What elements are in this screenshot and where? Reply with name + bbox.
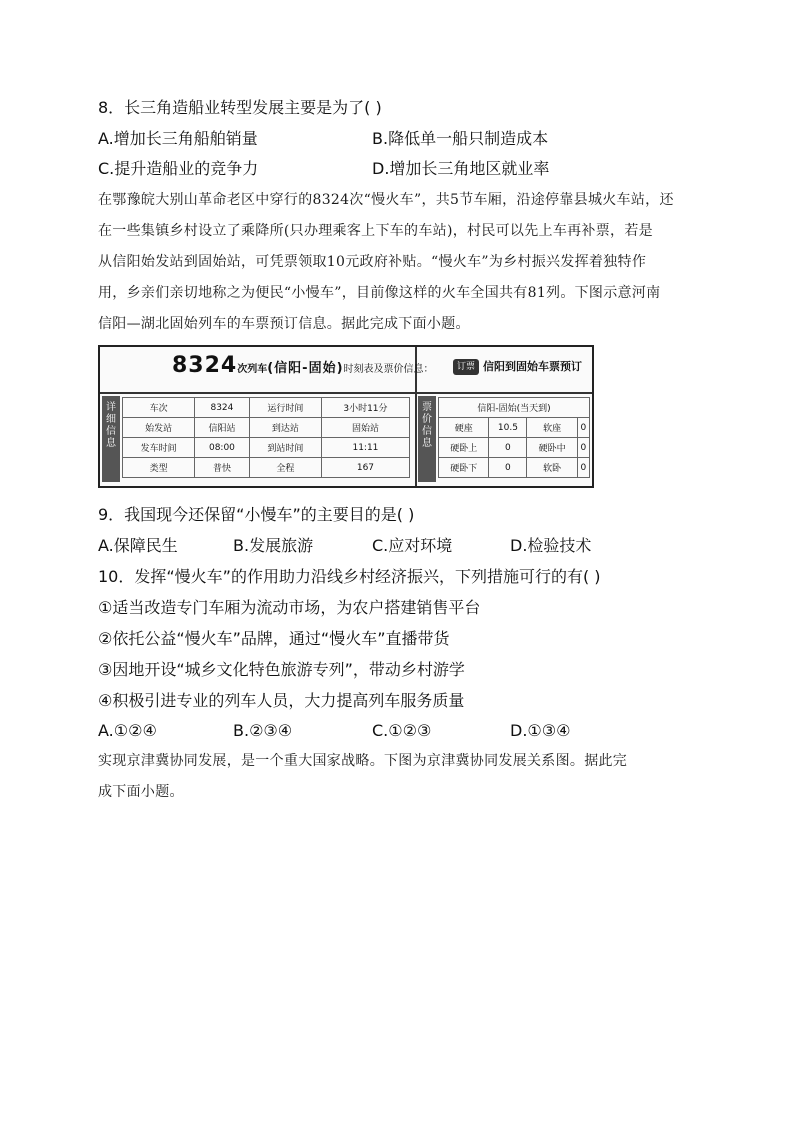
passage-line: 从信阳始发站到固始站，可凭票领取10元政府补贴。“慢火车”为乡村振兴发挥着独特作: [98, 254, 647, 270]
q10-option-a: A.①②④: [98, 721, 157, 740]
q10-option-c: C.①②③: [372, 721, 432, 740]
passage-line: 信阳—湖北固始列车的车票预订信息。据此完成下面小题。: [98, 316, 470, 332]
table-cell: 08:00: [195, 438, 250, 458]
passage-line: 在一些集镇乡村设立了乘降所(只办理乘客上下车的车站)，村民可以先上车再补票，若是: [98, 223, 653, 239]
q8-option-b: B.降低单一船只制造成本: [372, 129, 549, 148]
table-cell: 3小时11分: [321, 398, 409, 418]
q8-option-c: C.提升造船业的竞争力: [98, 159, 259, 178]
train-info-table: [122, 397, 410, 478]
table-cell: 软座: [527, 418, 577, 438]
table-row: [439, 398, 590, 418]
booking-title: 信阳到固始车票预订: [483, 360, 582, 373]
table-row: [123, 438, 410, 458]
table-cell: 到站时间: [249, 438, 321, 458]
q8-stem: 8．长三角造船业转型发展主要是为了( ): [98, 98, 382, 117]
q10-item-1: ①适当改造专门车厢为流动市场，为农户搭建销售平台: [98, 598, 481, 617]
q10-stem: 10．发挥“慢火车”的作用助力沿线乡村经济振兴，下列措施可行的有( ): [98, 567, 601, 586]
table-cell: 硬卧中: [527, 438, 577, 458]
table-cell: 硬卧上: [439, 438, 489, 458]
table-cell: 发车时间: [123, 438, 195, 458]
q10-item-3: ③因地开设“城乡文化特色旅游专列”，带动乡村游学: [98, 660, 465, 679]
passage-line: 用，乡亲们亲切地称之为便民“小慢车”，目前像这样的火车全国共有81列。下图示意河南: [98, 285, 661, 301]
table-cell: 软卧: [527, 458, 577, 478]
table-cell: 类型: [123, 458, 195, 478]
booking-badge: 订票: [453, 359, 479, 375]
fare-side-label: 票价信息: [418, 396, 436, 482]
train-heading: [172, 353, 434, 378]
q9-option-d: D.检验技术: [510, 536, 592, 555]
ticket-info-figure: [98, 345, 594, 488]
q9-option-b: B.发展旅游: [233, 536, 314, 555]
fare-header: 信阳-固始(当天到): [439, 398, 590, 418]
passage-line: 在鄂豫皖大别山革命老区中穿行的8324次“慢火车”，共5节车厢，沿途停靠县城火车站，还: [98, 192, 674, 208]
table-cell: 10.5: [489, 418, 527, 438]
passage-slow-train: [98, 185, 698, 340]
table-cell: 到达站: [249, 418, 321, 438]
table-cell: 硬座: [439, 418, 489, 438]
table-cell: 8324: [195, 398, 250, 418]
q10-option-d: D.①③④: [510, 721, 571, 740]
table-cell: 信阳站: [195, 418, 250, 438]
table-cell: 固始站: [321, 418, 409, 438]
q10-item-2: ②依托公益“慢火车”品牌，通过“慢火车”直播带货: [98, 629, 450, 648]
q9-option-c: C.应对环境: [372, 536, 453, 555]
q9-stem: 9．我国现今还保留“小慢车”的主要目的是( ): [98, 505, 415, 524]
q8-option-a: A.增加长三角船舶销量: [98, 129, 258, 148]
train-route: (信阳-固始): [267, 361, 344, 376]
passage-jingjinji: [98, 746, 698, 808]
table-row: [439, 458, 590, 478]
table-row: [123, 458, 410, 478]
fare-table: [438, 397, 590, 478]
table-row: [123, 418, 410, 438]
q10-item-4: ④积极引进专业的列车人员，大力提高列车服务质量: [98, 691, 465, 710]
table-cell: 167: [321, 458, 409, 478]
train-number: 8324: [172, 353, 238, 378]
table-cell: 硬卧下: [439, 458, 489, 478]
table-cell: 0: [489, 458, 527, 478]
q10-option-b: B.②③④: [233, 721, 293, 740]
train-suffix: 次列车: [237, 364, 268, 375]
table-cell: 0: [577, 418, 589, 438]
table-cell: 车次: [123, 398, 195, 418]
table-row: [439, 438, 590, 458]
table-cell: 0: [577, 438, 589, 458]
train-subtitle: 时刻表及票价信息：: [343, 364, 434, 375]
passage-line: 实现京津冀协同发展，是一个重大国家战略。下图为京津冀协同发展关系图。据此完: [98, 753, 628, 769]
q8-option-d: D.增加长三角地区就业率: [372, 159, 550, 178]
passage-line: 成下面小题。: [98, 784, 184, 800]
table-cell: 0: [577, 458, 589, 478]
table-row: [439, 418, 590, 438]
q9-option-a: A.保障民生: [98, 536, 178, 555]
table-cell: 始发站: [123, 418, 195, 438]
table-cell: 0: [489, 438, 527, 458]
table-row: [123, 398, 410, 418]
table-cell: 普快: [195, 458, 250, 478]
details-side-label: 详细信息: [102, 396, 120, 482]
table-cell: 运行时间: [249, 398, 321, 418]
table-cell: 全程: [249, 458, 321, 478]
figure-header-line: [100, 392, 592, 394]
table-cell: 11:11: [321, 438, 409, 458]
